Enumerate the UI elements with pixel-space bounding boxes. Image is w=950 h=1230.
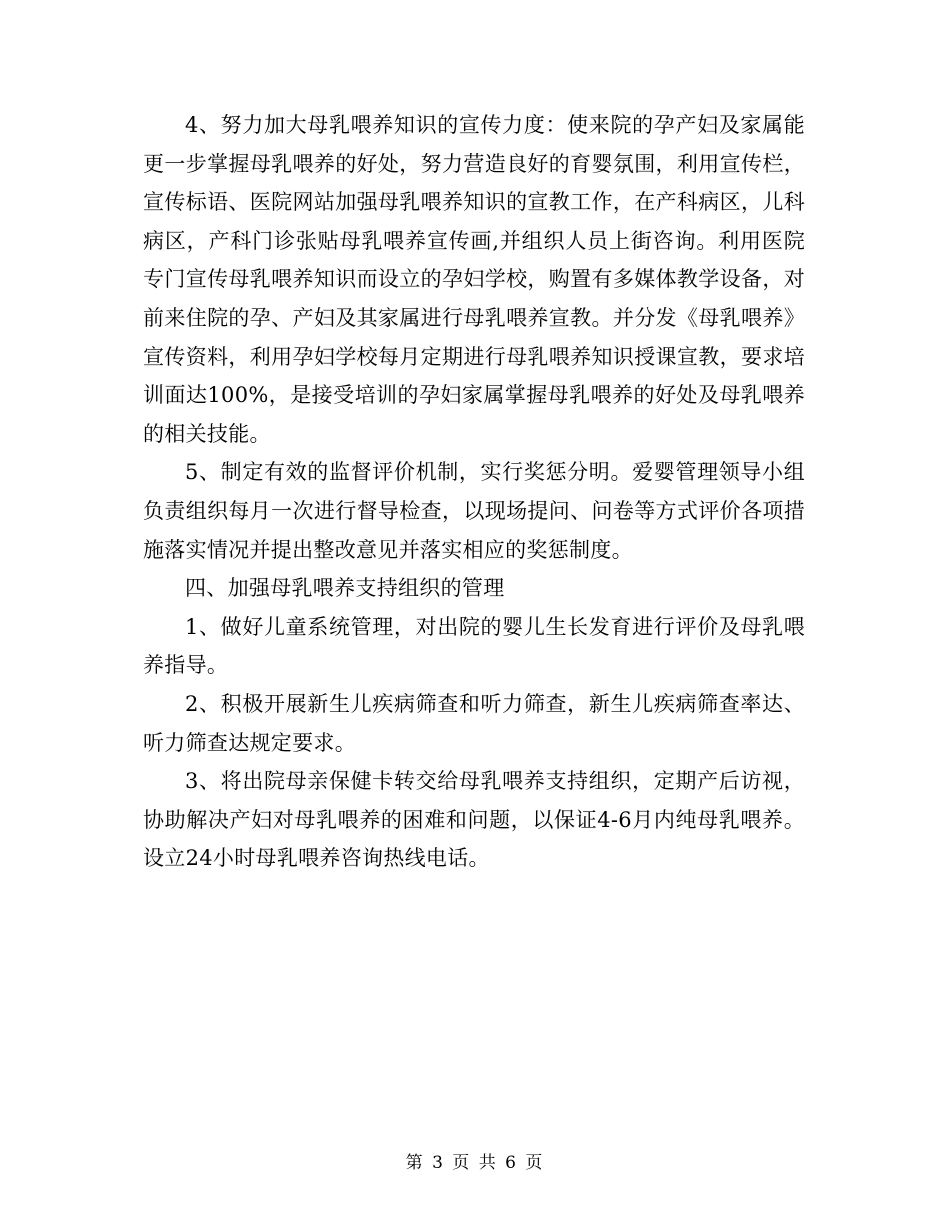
- paragraph-newborn-screening: 2、积极开展新生儿疾病筛查和听力筛查，新生儿疾病筛查率达、听力筛查达规定要求。: [143, 691, 805, 755]
- paragraph-postpartum-followup: 3、将出院母亲保健卡转交给母乳喂养支持组织，定期产后访视，协助解决产妇对母乳喂养的困难和问题，以保证4-6月内纯母乳喂养。设立24小时母乳喂养咨询热线电话。: [143, 769, 805, 871]
- paragraph-breastfeeding-publicity: 4、努力加大母乳喂养知识的宣传力度：使来院的孕产妇及家属能更一步掌握母乳喂养的好处，努力营造良好的育婴氛围，利用宣传栏，宣传标语、医院网站加强母乳喂养知识的宣教工作，在产科病区，儿科病区，产科门诊张贴母乳喂养宣传画,并组织人员上街咨询。利用医院专门宣传母乳喂养知识而设立的孕妇学校，购置有多媒体教学设备，对前来住院的孕、产妇及其家属进行母乳喂养宣教。并分发《母乳喂养》宣传资料，利用孕妇学校每月定期进行母乳喂养知识授课宣教，要求培训面达100%，是接受培训的孕妇家属掌握母乳喂养的好处及母乳喂养的相关技能。: [143, 113, 805, 446]
- document-body: [143, 106, 805, 878]
- paragraph-supervision-mechanism: 5、制定有效的监督评价机制，实行奖惩分明。爱婴管理领导小组负责组织每月一次进行督导检查，以现场提问、问卷等方式评价各项措施落实情况并提出整改意见并落实相应的奖惩制度。: [143, 460, 805, 562]
- section-heading-support-organization: 四、加强母乳喂养支持组织的管理: [185, 576, 505, 601]
- paragraph-child-system-management: 1、做好儿童系统管理，对出院的婴儿生长发育进行评价及母乳喂养指导。: [143, 614, 805, 678]
- page-number-footer: 第 3 页 共 6 页: [405, 1153, 545, 1173]
